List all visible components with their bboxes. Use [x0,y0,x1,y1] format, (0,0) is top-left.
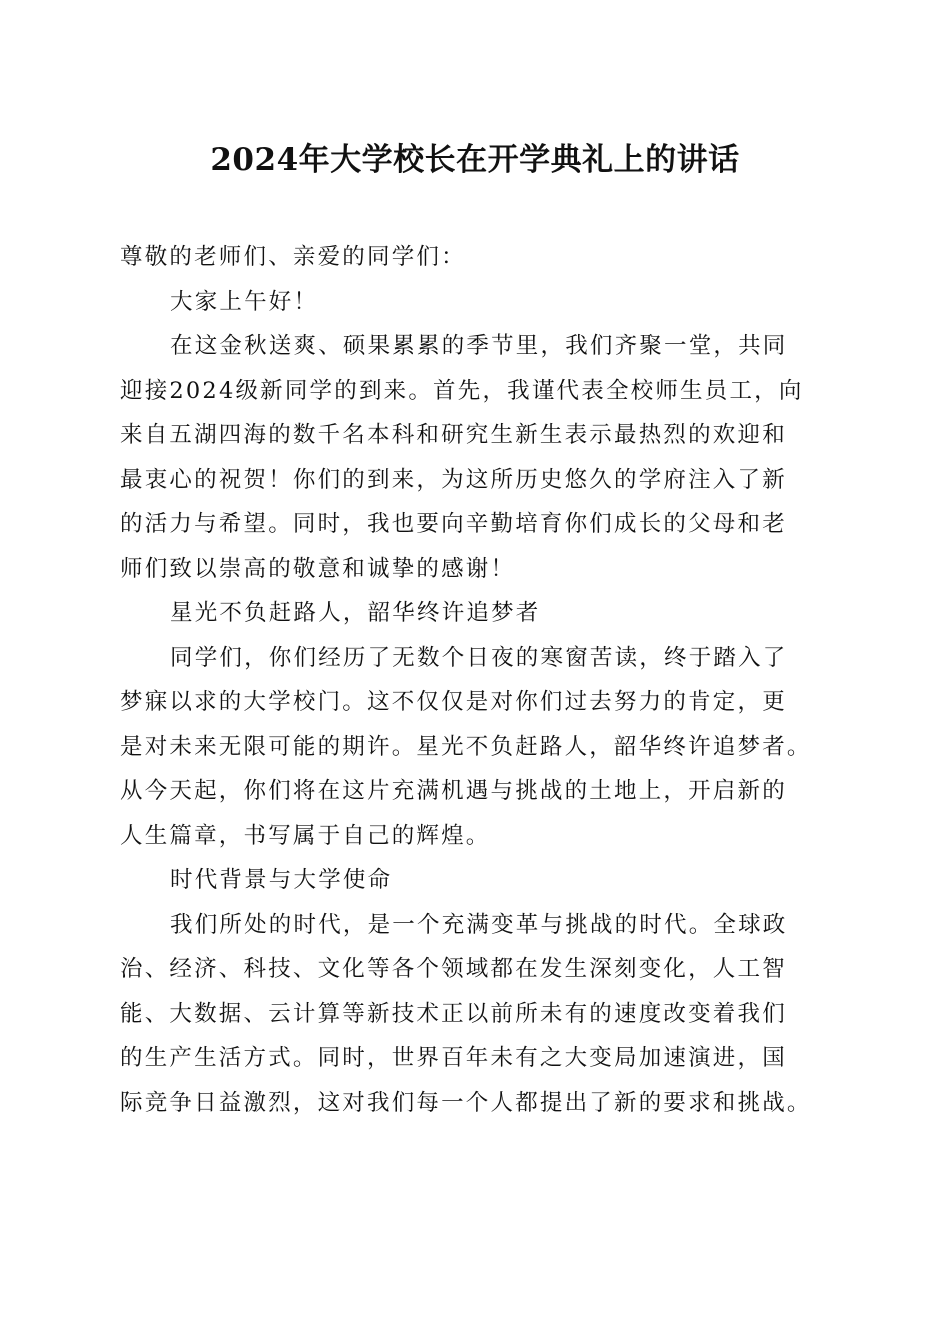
salutation-line: 尊敬的老师们、亲爱的同学们： [120,244,466,270]
paragraph-line: 在这金秋送爽、硕果累累的季节里，我们齐聚一堂，共同 [170,333,788,359]
paragraph-line: 是对未来无限可能的期许。星光不负赶路人，韶华终许追梦者。 [120,733,812,760]
paragraph-line: 迎接2024级新同学的到来。首先，我谨代表全校师生员工，向 [120,377,804,404]
section-heading: 时代背景与大学使命 [170,867,393,893]
paragraph-line: 来自五湖四海的数千名本科和研究生新生表示最热烈的欢迎和 [120,422,787,448]
paragraph-line: 我们所处的时代，是一个充满变革与挑战的时代。全球政 [170,911,788,938]
paragraph-line: 的生产生活方式。同时，世界百年未有之大变局加速演进，国 [120,1045,787,1071]
document-title: 2024年大学校长在开学典礼上的讲话 [210,142,740,178]
paragraph-line: 从今天起，你们将在这片充满机遇与挑战的土地上，开启新的 [120,778,787,804]
paragraph-line: 梦寐以求的大学校门。这不仅仅是对你们过去努力的肯定，更 [120,689,787,715]
paragraph-line: 师们致以崇高的敬意和诚挚的感谢！ [120,555,516,582]
paragraph-line: 治、经济、科技、文化等各个领域都在发生深刻变化，人工智 [120,956,787,982]
paragraph-line: 最衷心的祝贺！你们的到来，为这所历史悠久的学府注入了新 [120,466,787,493]
paragraph-line: 人生篇章，书写属于自己的辉煌。 [120,822,491,849]
paragraph-line: 际竞争日益激烈，这对我们每一个人都提出了新的要求和挑战。 [120,1089,812,1116]
paragraph-line: 的活力与希望。同时，我也要向辛勤培育你们成长的父母和老 [120,511,787,537]
greeting-line: 大家上午好！ [170,288,319,315]
paragraph-line: 能、大数据、云计算等新技术正以前所未有的速度改变着我们 [120,1000,787,1027]
paragraph-line: 同学们，你们经历了无数个日夜的寒窗苦读，终于踏入了 [170,644,788,671]
section-heading: 星光不负赶路人，韶华终许追梦者 [170,600,541,626]
document-body [120,235,830,1125]
